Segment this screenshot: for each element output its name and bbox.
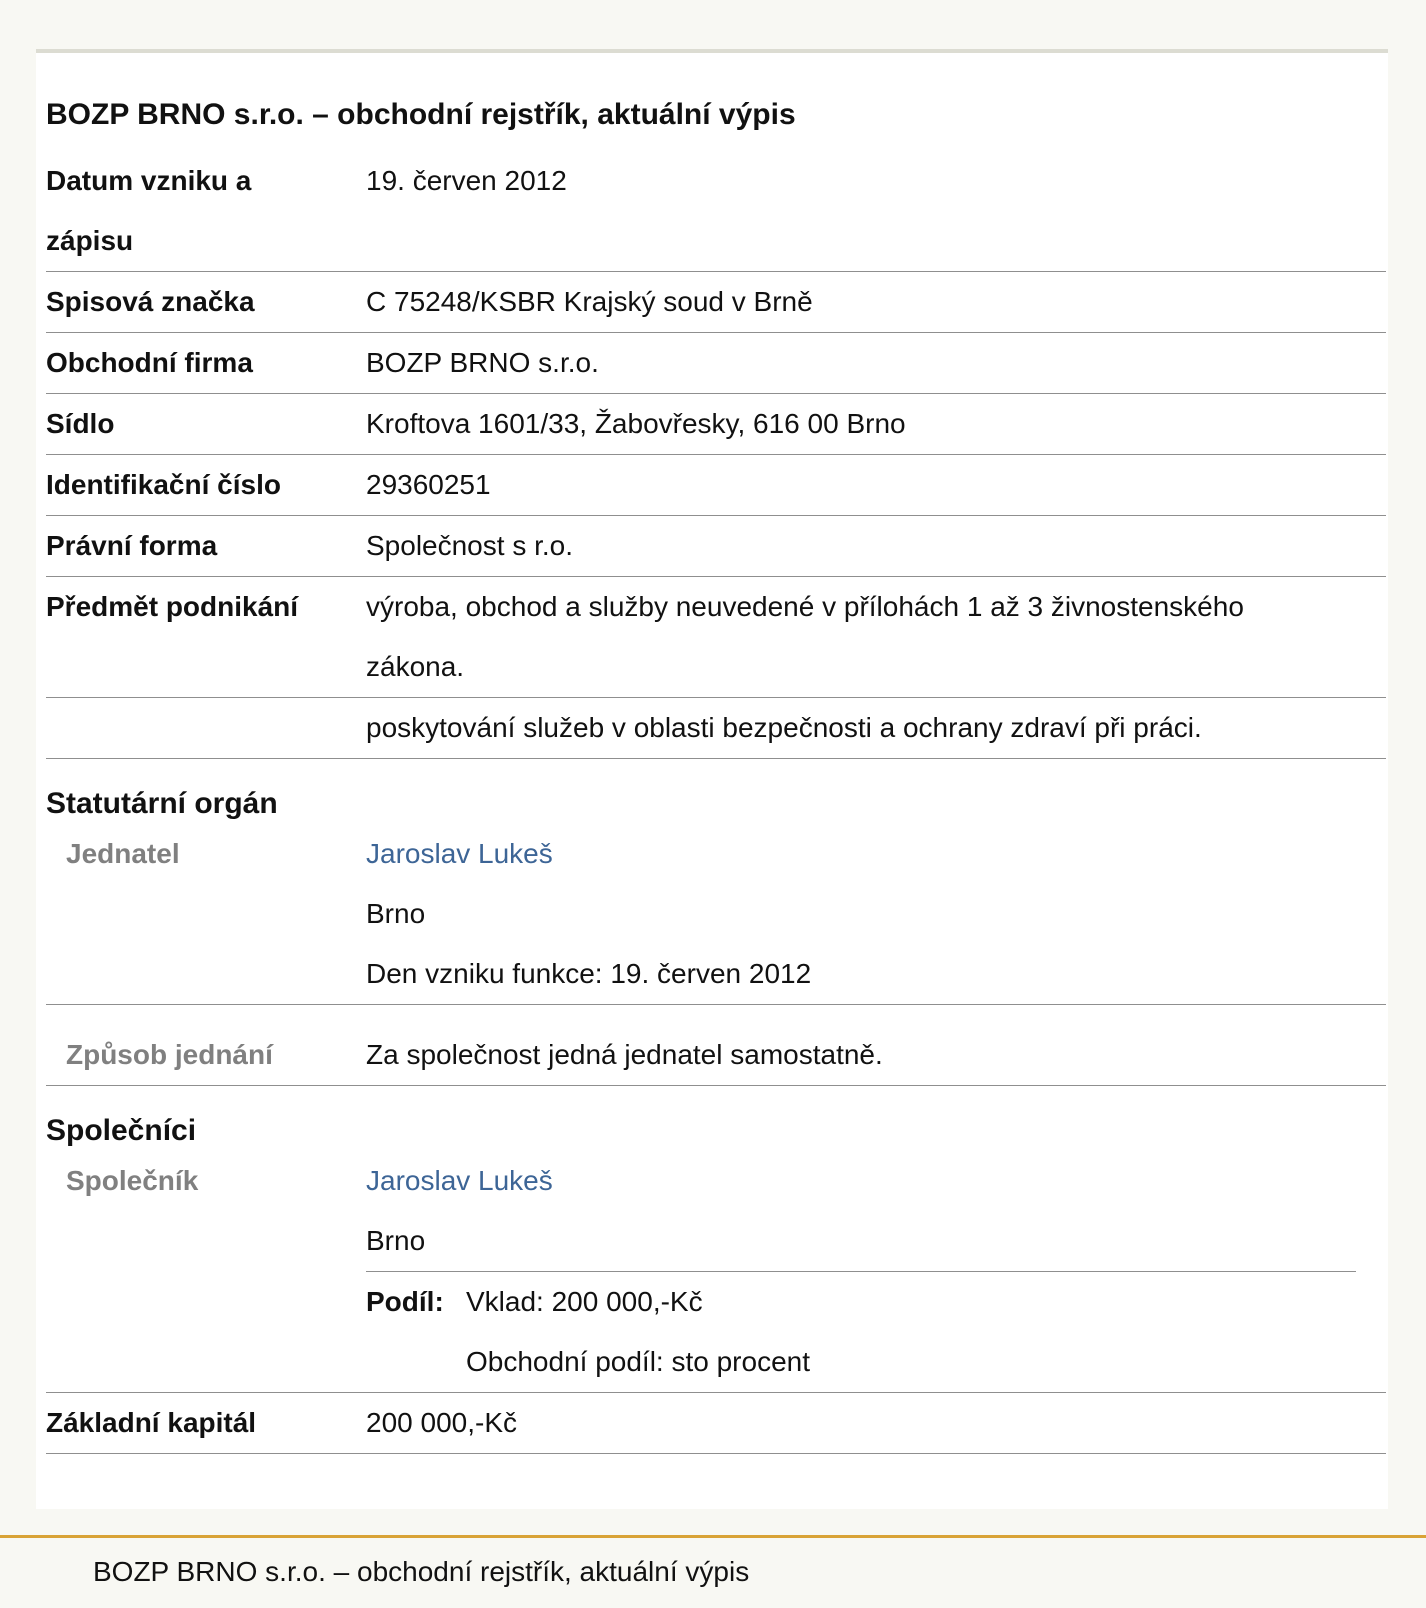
statutory-executive-row [46,824,1386,1005]
statutory-conduct-row [46,1005,1386,1086]
partner-name-link[interactable]: Jaroslav Lukeš [366,1165,553,1196]
record-row-founded [46,151,1386,272]
record-row-seat [46,394,1386,455]
share-values [466,1272,810,1392]
registry-content [46,95,1386,1454]
registry-card [36,49,1388,1509]
record-row-id-number [46,455,1386,516]
capital-value: 200 000,-Kč [366,1407,517,1438]
record-row-business-subject-extra [46,698,1386,759]
share-ownership: Obchodní podíl: sto procent [466,1346,810,1377]
document-title: BOZP BRNO s.r.o. – obchodní rejstřík, aktuální výpis [46,98,796,131]
record-label: Datum vzniku a zápisu [46,165,252,256]
record-label: Předmět podnikání [46,591,299,622]
share-label: Podíl: [366,1286,444,1317]
footer-title: BOZP BRNO s.r.o. – obchodní rejstřík, aktuální výpis [93,1556,750,1587]
record-label: Obchodní firma [46,347,253,378]
conduct-label: Způsob jednání [66,1039,273,1070]
capital-label: Základní kapitál [46,1407,257,1438]
statutory-heading: Statutární orgán [46,787,278,820]
record-label: Sídlo [46,408,115,439]
record-label: Identifikační číslo [46,469,281,500]
record-value: 19. červen 2012 [366,165,567,196]
partner-row [46,1151,1386,1393]
record-row-business-subject [46,577,1386,698]
record-value: BOZP BRNO s.r.o. [366,347,599,378]
record-value: C 75248/KSBR Krajský soud v Brně [366,286,813,317]
partner-share [366,1271,1356,1392]
conduct-value: Za společnost jedná jednatel samostatně. [366,1039,883,1070]
record-value: výroba, obchod a služby neuvedené v přílohách 1 až 3 živnostenského zákona. [366,591,1244,682]
record-row-capital [46,1393,1386,1454]
executive-city: Brno [366,898,426,929]
record-value: Společnost s r.o. [366,530,574,561]
partner-city: Brno [366,1225,426,1256]
partners-heading: Společníci [46,1114,197,1147]
record-row-company-name [46,333,1386,394]
executive-role-label: Jednatel [66,838,180,869]
record-label: Spisová značka [46,286,255,317]
executive-name-link[interactable]: Jaroslav Lukeš [366,838,553,869]
record-label [46,698,366,758]
record-row-legal-form [46,516,1386,577]
record-value: 29360251 [366,469,491,500]
footer-divider [0,1535,1426,1538]
partner-role-label: Společník [66,1165,199,1196]
executive-since: Den vzniku funkce: 19. červen 2012 [366,958,812,989]
share-deposit: Vklad: 200 000,-Kč [466,1286,703,1317]
record-row-file-mark [46,272,1386,333]
executive-details [366,824,1386,1004]
record-value: Kroftova 1601/33, Žabovřesky, 616 00 Brno [366,408,906,439]
record-value: poskytování služeb v oblasti bezpečnosti a ochrany zdraví při práci. [366,712,1202,743]
record-label: Právní forma [46,530,218,561]
partner-details [366,1151,1386,1392]
